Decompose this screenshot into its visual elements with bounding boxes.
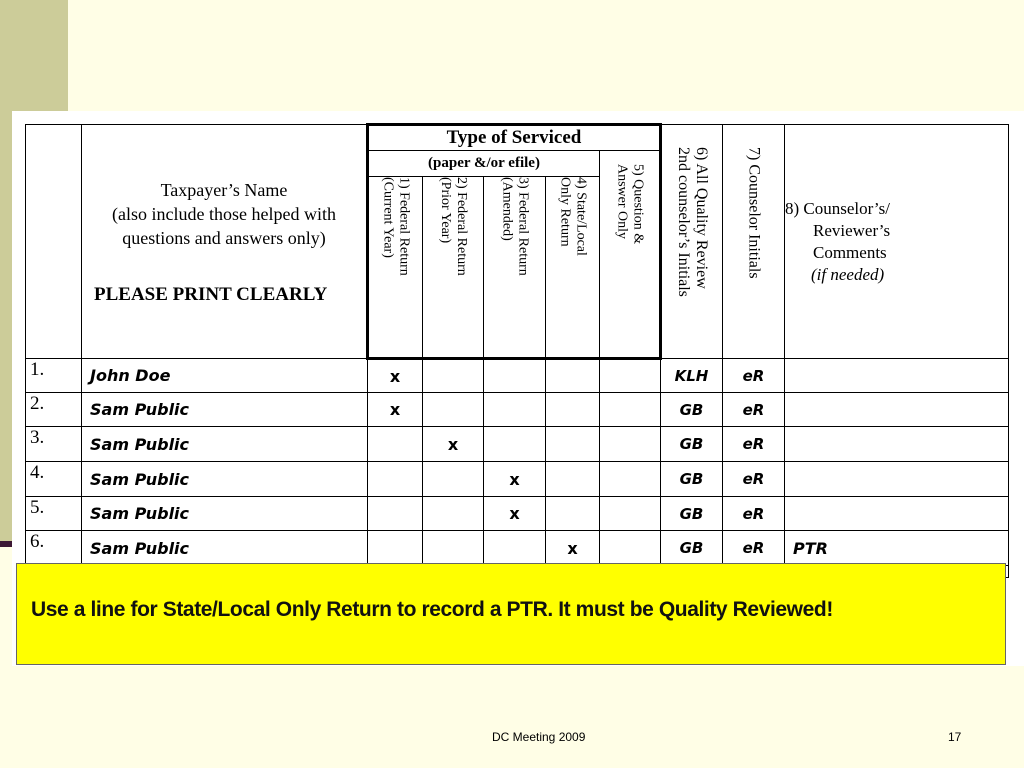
decorative-sidebar [0, 111, 12, 541]
question-answer-only-label: 5) Question & Answer Only [614, 164, 646, 245]
counselor-initials: eR [723, 393, 785, 427]
col3-header [484, 177, 546, 359]
paper-efile-header: (paper &/or efile) [368, 151, 600, 177]
mark-state-local [546, 462, 600, 497]
intake-log-table [25, 123, 1009, 578]
mark-q-and-a [600, 497, 661, 531]
mark-federal-prior [423, 497, 484, 531]
mark-q-and-a [600, 359, 661, 393]
row-number: 2. [26, 393, 82, 427]
taxpayer-name: Sam Public [82, 427, 368, 462]
name-header-line1: Taxpayer’s Name [160, 179, 288, 200]
federal-current-year-label: 1) Federal Return (Current Year) [380, 177, 412, 276]
quality-review-header-text: 6) All Quality Review 2nd counselor’s Initials [675, 146, 710, 297]
state-local-only-label: 4) State/Local Only Return [557, 177, 589, 256]
counselor-initials: eR [723, 359, 785, 393]
mark-federal-amended: x [484, 497, 546, 531]
mark-federal-prior [423, 393, 484, 427]
comment [785, 462, 1009, 497]
counselor-initials: eR [723, 531, 785, 566]
table-row [26, 531, 1009, 566]
comment: PTR [785, 531, 1009, 566]
comments-header [785, 125, 1009, 359]
mark-federal-amended [484, 531, 546, 566]
table-row [26, 393, 1009, 427]
callout-box [16, 563, 1006, 665]
mark-federal-amended [484, 393, 546, 427]
mark-federal-current: x [368, 393, 423, 427]
taxpayer-name: John Doe [82, 359, 368, 393]
row-number: 5. [26, 497, 82, 531]
slide-number: 17 [948, 730, 962, 744]
col5-header [600, 151, 661, 359]
quality-review-initials: GB [661, 462, 723, 497]
table-row [26, 427, 1009, 462]
taxpayer-name-header [82, 125, 368, 359]
counselor-initials-header [723, 125, 785, 359]
mark-federal-prior [423, 462, 484, 497]
mark-q-and-a [600, 462, 661, 497]
mark-federal-amended [484, 427, 546, 462]
mark-federal-current [368, 497, 423, 531]
quality-review-initials: GB [661, 531, 723, 566]
mark-federal-current [368, 531, 423, 566]
counselor-initials-header-text: 7) Counselor Initials [745, 146, 763, 279]
row-number: 3. [26, 427, 82, 462]
table-row [26, 497, 1009, 531]
footer-title: DC Meeting 2009 [492, 730, 586, 744]
row-number-header [26, 125, 82, 359]
mark-federal-prior: x [423, 427, 484, 462]
mark-federal-current [368, 427, 423, 462]
taxpayer-name: Sam Public [82, 497, 368, 531]
comments-header-line1: 8) Counselor’s/ [785, 198, 890, 218]
row-number: 1. [26, 359, 82, 393]
mark-state-local [546, 427, 600, 462]
quality-review-initials: GB [661, 497, 723, 531]
mark-q-and-a [600, 393, 661, 427]
decorative-sidebar-top [0, 0, 68, 111]
counselor-initials: eR [723, 497, 785, 531]
federal-amended-label: 3) Federal Return (Amended) [499, 177, 531, 276]
mark-federal-amended [484, 359, 546, 393]
callout-text: Use a line for State/Local Only Return to record a PTR. It must be Quality Reviewed! [31, 598, 833, 621]
quality-review-header [661, 125, 723, 359]
col1-header [368, 177, 423, 359]
name-header-line3: questions and answers only) [122, 227, 326, 248]
counselor-initials: eR [723, 462, 785, 497]
col2-header [423, 177, 484, 359]
col4-header [546, 177, 600, 359]
federal-prior-year-label: 2) Federal Return (Prior Year) [438, 177, 469, 276]
comments-header-line3: Comments [813, 242, 887, 262]
quality-review-initials: KLH [661, 359, 723, 393]
comment [785, 359, 1009, 393]
table-row [26, 359, 1009, 393]
mark-q-and-a [600, 531, 661, 566]
mark-state-local [546, 393, 600, 427]
taxpayer-name: Sam Public [82, 531, 368, 566]
taxpayer-name: Sam Public [82, 462, 368, 497]
comment [785, 393, 1009, 427]
comment [785, 497, 1009, 531]
comment [785, 427, 1009, 462]
mark-federal-amended: x [484, 462, 546, 497]
mark-federal-prior [423, 359, 484, 393]
mark-federal-prior [423, 531, 484, 566]
table-row [26, 462, 1009, 497]
comments-header-line2: Reviewer’s [813, 220, 891, 240]
comments-header-line4: (if needed) [811, 264, 885, 284]
please-print-clearly: PLEASE PRINT CLEARLY [94, 283, 328, 305]
mark-state-local: x [546, 531, 600, 566]
row-number: 6. [26, 531, 82, 566]
mark-state-local [546, 497, 600, 531]
mark-federal-current [368, 462, 423, 497]
mark-state-local [546, 359, 600, 393]
quality-review-initials: GB [661, 393, 723, 427]
taxpayer-name: Sam Public [82, 393, 368, 427]
type-of-service-header: Type of Serviced [368, 125, 661, 151]
mark-q-and-a [600, 427, 661, 462]
counselor-initials: eR [723, 427, 785, 462]
name-header-line2: (also include those helped with [112, 203, 336, 224]
mark-federal-current: x [368, 359, 423, 393]
quality-review-initials: GB [661, 427, 723, 462]
row-number: 4. [26, 462, 82, 497]
